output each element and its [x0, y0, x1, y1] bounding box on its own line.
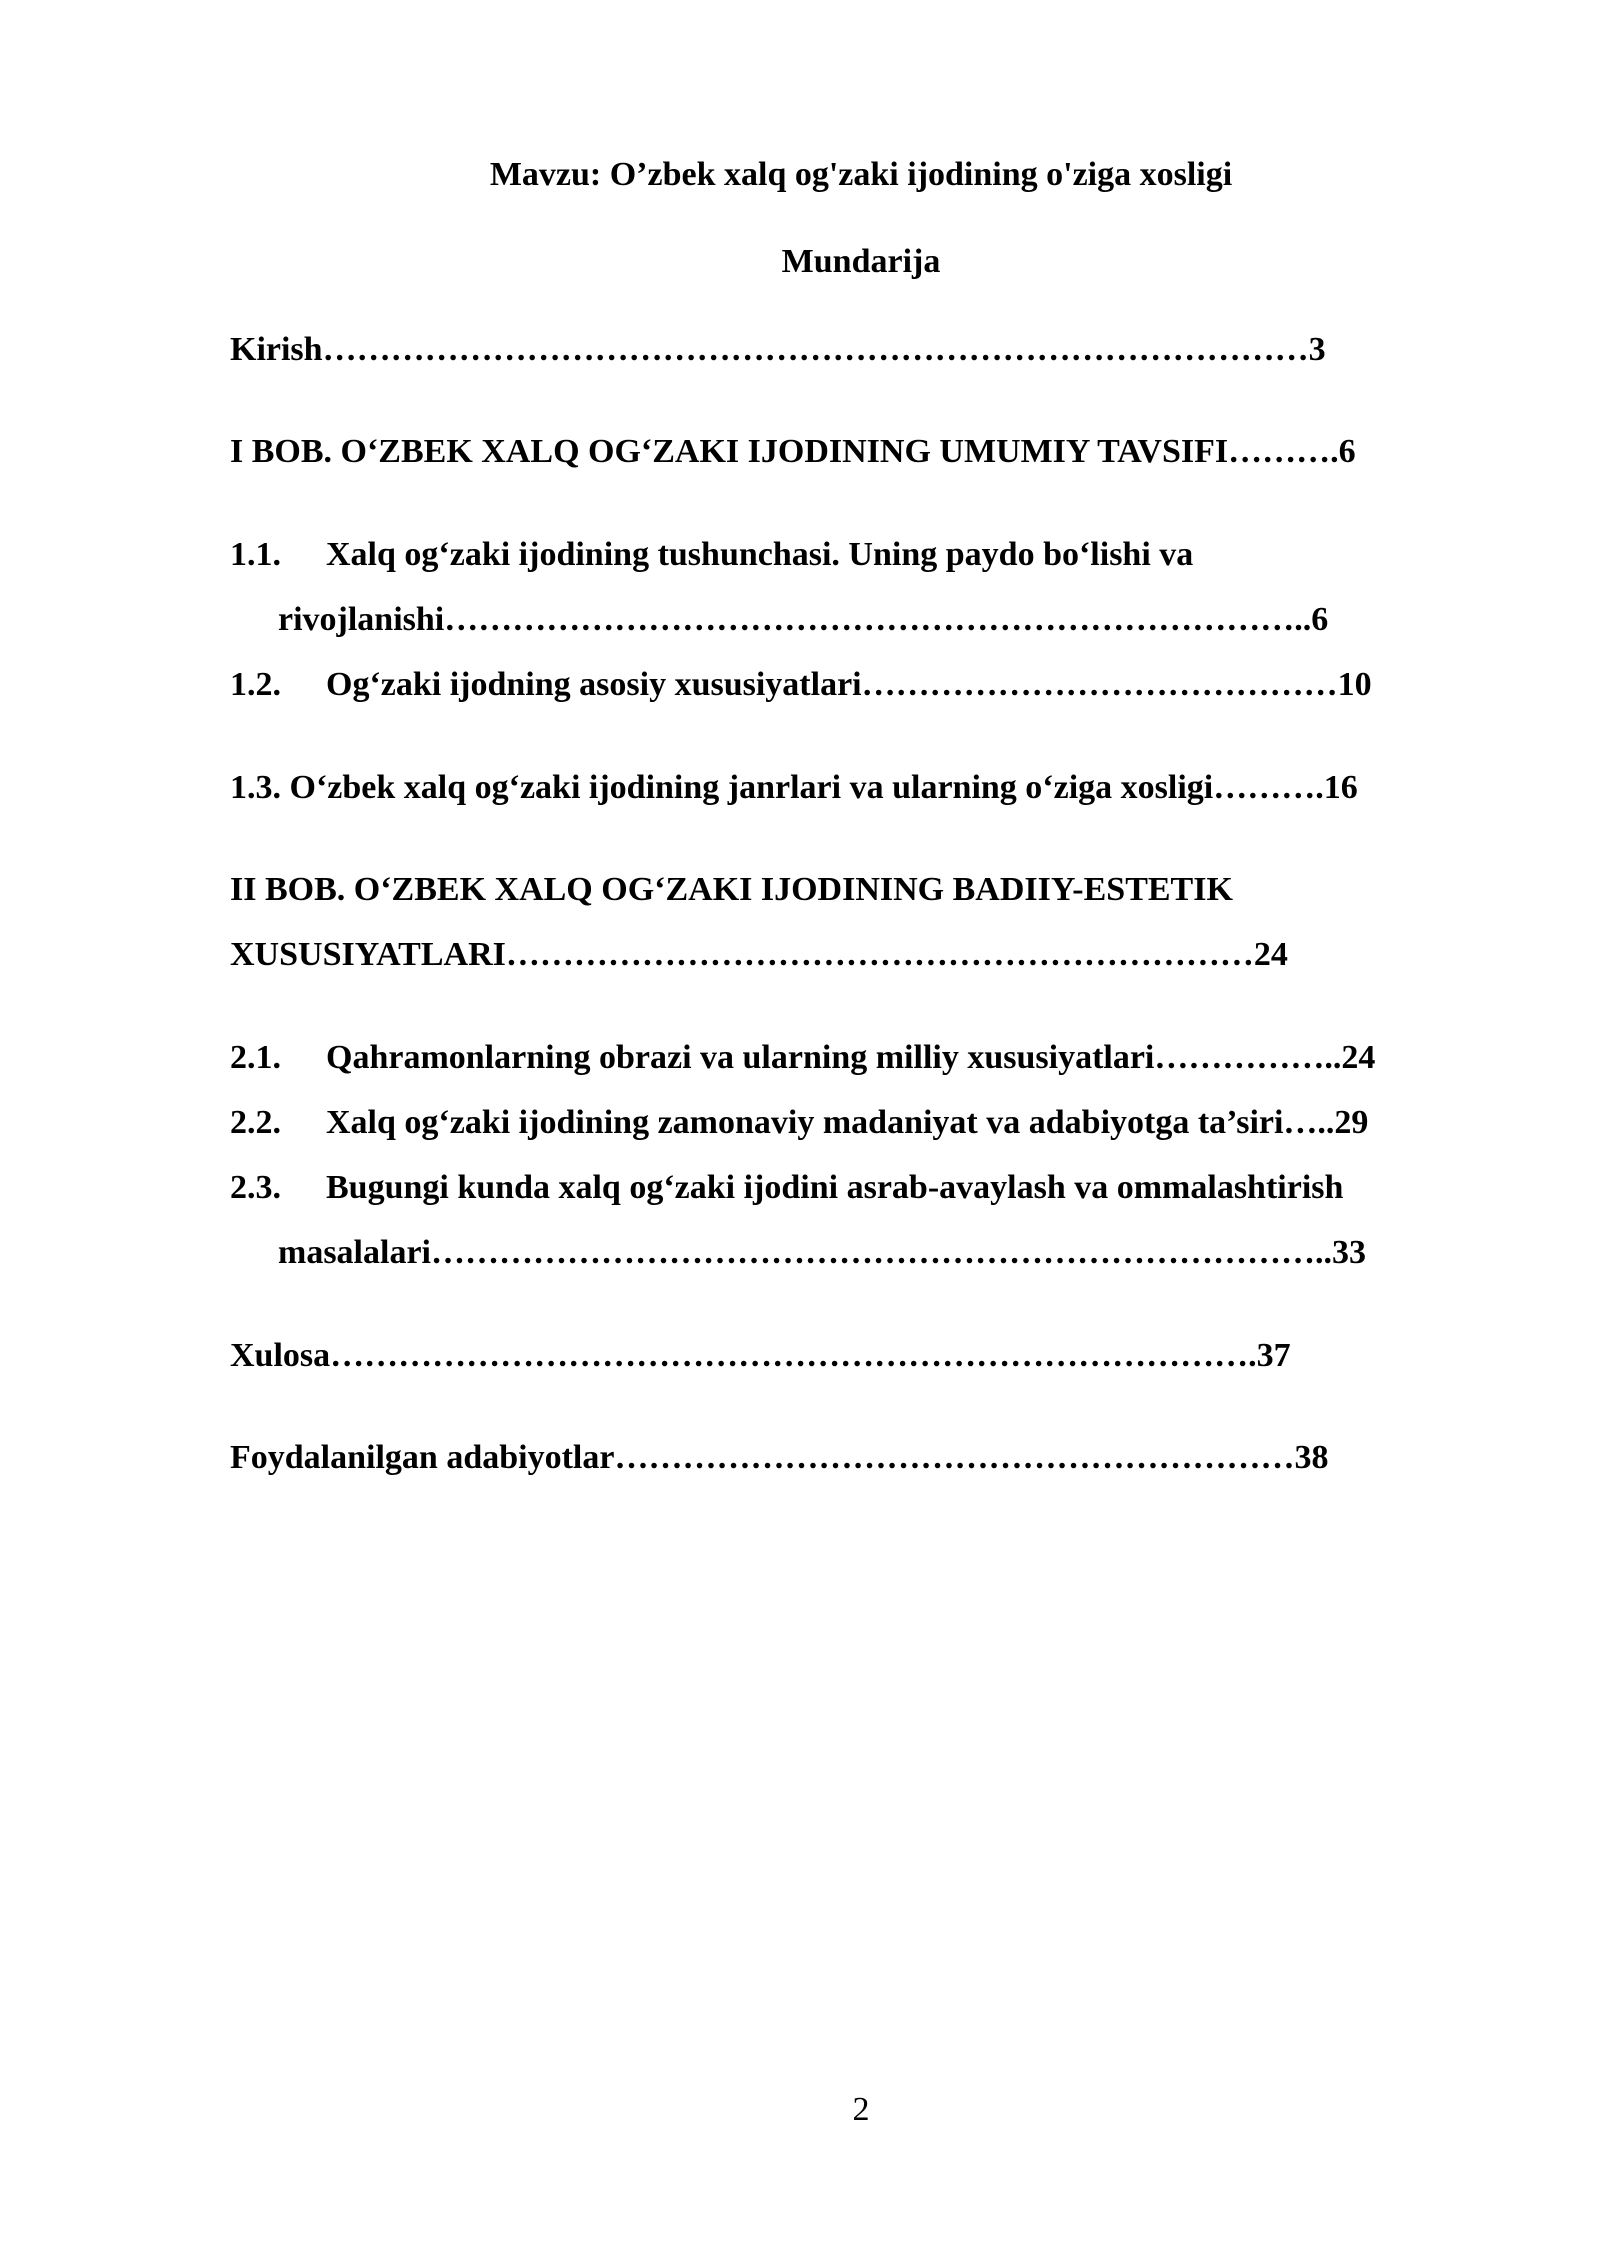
toc-entry-chapter-2: II BOB. O‘ZBEK XALQ OG‘ZAKI IJODINING BADIIY-ESTETIK — [230, 871, 1233, 908]
contents-heading: Mundarija — [781, 243, 941, 280]
toc-entry-number: 2.2. — [230, 1104, 281, 1141]
toc-entry-2-3 — [230, 1168, 1343, 1208]
toc-entry-references: Foydalanilgan adabiyotlar……………………………………………………38 — [230, 1439, 1329, 1476]
toc-entry-title: Qahramonlarning obrazi va ularning milliy xususiyatlari……………..24 — [326, 1039, 1376, 1076]
toc-entry-title: Bugungi kunda xalq og‘zaki ijodini asrab-avaylash va ommalashtirish — [326, 1169, 1344, 1206]
toc-entry-chapter-2-continuation: XUSUSIYATLARI…………………………………………………………24 — [230, 936, 1288, 973]
document-title: Mavzu: O’zbek xalq og'zaki ijodining o'ziga xosligi — [489, 156, 1233, 193]
toc-entry-2-2 — [230, 1103, 1368, 1143]
toc-entry-title: Xalq og‘zaki ijodining tushunchasi. Uning paydo bo‘lishi va — [326, 536, 1194, 573]
toc-entry-number: 1.2. — [230, 666, 281, 703]
toc-entry-kirish: Kirish……………………………………………………………………………3 — [230, 331, 1326, 368]
toc-entry-1-3: 1.3. O‘zbek xalq og‘zaki ijodining janrlari va ularning o‘ziga xosligi……….16 — [230, 769, 1358, 806]
toc-entry-number: 2.3. — [230, 1169, 281, 1206]
toc-entry-1-2 — [230, 665, 1372, 705]
toc-entry-number: 2.1. — [230, 1039, 281, 1076]
toc-entry-chapter-1: I BOB. O‘ZBEK XALQ OG‘ZAKI IJODINING UMUMIY TAVSIFI……….6 — [230, 433, 1356, 470]
toc-entry-1-1-continuation: rivojlanishi…………………………………………………………………..6 — [278, 601, 1329, 638]
toc-entry-1-1 — [230, 535, 1193, 575]
toc-entry-number: 1.1. — [230, 536, 281, 573]
toc-entry-title: Og‘zaki ijodning asosiy xususiyatlari……………………………………10 — [326, 666, 1372, 703]
toc-entry-title: Xalq og‘zaki ijodining zamonaviy madaniyat va adabiyotga ta’siri…..29 — [326, 1104, 1369, 1141]
page-number: 2 — [852, 2091, 870, 2128]
toc-entry-2-3-continuation: masalalari……………………………………………………………………..33 — [278, 1234, 1366, 1271]
toc-entry-xulosa: Xulosa……………………………………………………………………….37 — [230, 1337, 1291, 1374]
toc-entry-2-1 — [230, 1038, 1375, 1078]
